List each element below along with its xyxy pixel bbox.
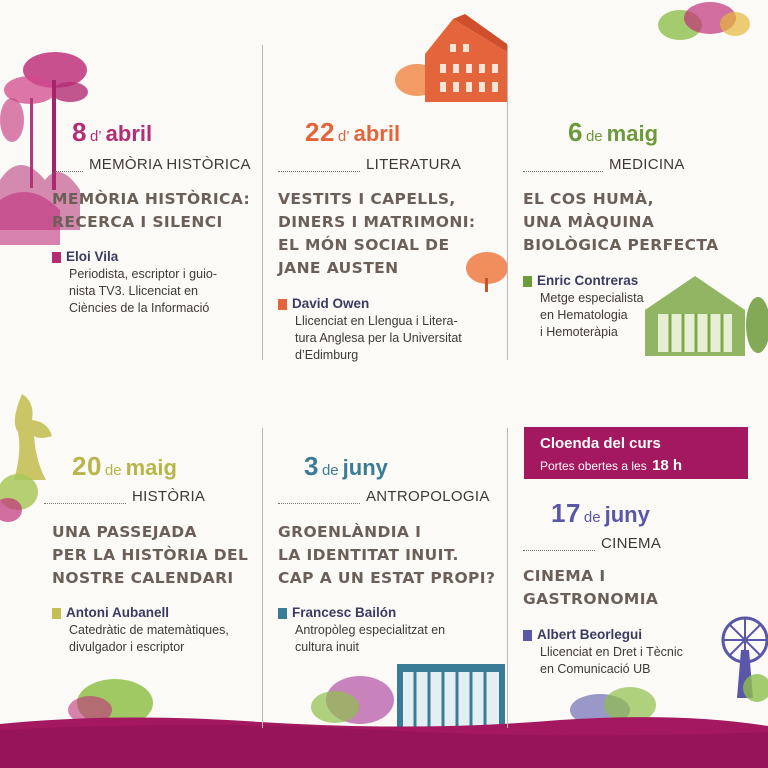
bookmark-icon	[523, 630, 532, 641]
category-row	[278, 157, 461, 172]
lecture-title	[278, 188, 475, 280]
date-month: juny	[342, 455, 388, 480]
title-line: RECERCA I SILENCI	[52, 213, 223, 231]
title-line: CINEMA I	[523, 567, 606, 585]
dotted-leader	[523, 538, 595, 551]
speaker-block	[278, 296, 462, 364]
date-preposition: d’	[89, 128, 102, 145]
bottom-color-band	[0, 712, 768, 768]
speaker-description-line: Metge especialista	[540, 291, 644, 305]
dotted-leader	[44, 491, 126, 504]
title-line: JANE AUSTEN	[278, 259, 399, 277]
speaker-description-line: Periodista, escriptor i guio-	[69, 267, 217, 281]
category-row	[278, 489, 490, 504]
title-line: VESTITS I CAPELLS,	[278, 190, 456, 208]
speaker-description-line: divulgador i escriptor	[69, 640, 185, 654]
column-divider	[262, 45, 263, 360]
speaker-description-line: d’Edimburg	[295, 348, 359, 362]
speaker-description-line: nista TV3. Llicenciat en	[69, 284, 199, 298]
closing-subtitle	[540, 457, 682, 474]
speaker-block	[52, 249, 217, 317]
date-month: juny	[604, 502, 650, 527]
category-row	[44, 489, 205, 504]
lecture-date	[72, 453, 177, 479]
category-row	[55, 157, 251, 172]
speaker-name: Albert Beorlegui	[537, 627, 643, 642]
date-day: 3	[304, 451, 319, 481]
category-row	[523, 536, 661, 551]
speaker-description-line: en Comunicació UB	[540, 662, 651, 676]
category-label: HISTÒRIA	[132, 488, 206, 505]
speaker-description-line: tura Anglesa per la Universitat	[295, 331, 462, 345]
date-preposition: de	[104, 462, 122, 479]
speaker-description-line: Antropòleg especialitzat en	[295, 623, 446, 637]
speaker-name: Antoni Aubanell	[66, 605, 169, 620]
bookmark-icon	[52, 608, 61, 619]
speaker-description-line: i Hemoteràpia	[540, 325, 618, 339]
bookmark-icon	[523, 276, 532, 287]
date-day: 20	[72, 451, 102, 481]
date-day: 17	[551, 498, 581, 528]
lecture-title	[52, 521, 248, 590]
date-preposition: de	[321, 462, 339, 479]
dotted-leader	[278, 491, 360, 504]
date-day: 22	[305, 117, 335, 147]
lecture-date	[305, 119, 400, 145]
bookmark-icon	[52, 252, 61, 263]
dotted-leader	[278, 159, 360, 172]
tree-illustration-top-right	[655, 0, 750, 45]
closing-time: 18 h	[652, 457, 683, 474]
lecture-title	[52, 188, 250, 234]
date-day: 8	[72, 117, 87, 147]
date-month: abril	[353, 121, 401, 146]
speaker-description-line: Ciències de la Informació	[69, 301, 210, 315]
speaker-name: David Owen	[292, 296, 370, 311]
closing-title: Cloenda del curs	[540, 435, 661, 452]
title-line: BIOLÒGICA PERFECTA	[523, 236, 719, 254]
speaker-description-line: Catedràtic de matemàtiques,	[69, 623, 229, 637]
column-divider	[507, 45, 508, 360]
bookmark-icon	[278, 608, 287, 619]
title-line: LA IDENTITAT INUIT.	[278, 546, 459, 564]
speaker-name: Eloi Vila	[66, 249, 119, 264]
speaker-block	[523, 627, 683, 678]
title-line: DINERS I MATRIMONI:	[278, 213, 476, 231]
speaker-block	[523, 273, 644, 341]
category-label: ANTROPOLOGIA	[366, 488, 490, 505]
dotted-leader	[523, 159, 603, 172]
title-line: GASTRONOMIA	[523, 590, 659, 608]
category-label: MEMÒRIA HISTÒRICA	[89, 156, 251, 173]
title-line: EL MÓN SOCIAL DE	[278, 236, 450, 254]
lecture-title	[523, 188, 719, 257]
speaker-name: Enric Contreras	[537, 273, 639, 288]
bookmark-icon	[278, 299, 287, 310]
speaker-description-line: Llicenciat en Dret i Tècnic	[540, 645, 683, 659]
speaker-block	[278, 605, 445, 656]
title-line: CAP A UN ESTAT PROPI?	[278, 569, 496, 587]
date-month: abril	[105, 121, 153, 146]
title-line: EL COS HUMÀ,	[523, 190, 654, 208]
category-label: MEDICINA	[609, 156, 685, 173]
column-divider	[262, 428, 263, 728]
lecture-title	[523, 565, 658, 611]
lecture-date	[72, 119, 152, 145]
date-month: maig	[606, 121, 659, 146]
speaker-description-line: Llicenciat en Llengua i Litera-	[295, 314, 458, 328]
category-label: CINEMA	[601, 535, 662, 552]
title-line: UNA MÀQUINA	[523, 213, 655, 231]
title-line: GROENLÀNDIA I	[278, 523, 422, 541]
speaker-block	[52, 605, 229, 656]
date-preposition: de	[585, 128, 603, 145]
date-month: maig	[125, 455, 177, 480]
category-row	[523, 157, 685, 172]
closing-banner	[524, 427, 748, 479]
title-line: PER LA HISTÒRIA DEL	[52, 546, 249, 564]
lecture-date	[304, 453, 388, 479]
closing-subtitle-text: Portes obertes a les	[540, 459, 647, 473]
speaker-name: Francesc Bailón	[292, 605, 397, 620]
date-preposition: de	[583, 509, 601, 526]
column-divider	[507, 428, 508, 728]
category-label: LITERATURA	[366, 156, 462, 173]
date-preposition: d’	[337, 128, 350, 145]
lecture-date	[551, 500, 650, 526]
lecture-title	[278, 521, 495, 590]
greenhouse-pavilion-illustration	[640, 270, 768, 360]
date-day: 6	[568, 117, 583, 147]
university-building-illustration	[395, 14, 510, 104]
title-line: MEMÒRIA HISTÒRICA:	[52, 190, 251, 208]
speaker-description-line: cultura inuit	[295, 640, 359, 654]
speaker-description-line: en Hematologia	[540, 308, 628, 322]
lecture-date	[568, 119, 658, 145]
title-line: NOSTRE CALENDARI	[52, 569, 234, 587]
title-line: UNA PASSEJADA	[52, 523, 197, 541]
dotted-leader	[55, 159, 83, 172]
